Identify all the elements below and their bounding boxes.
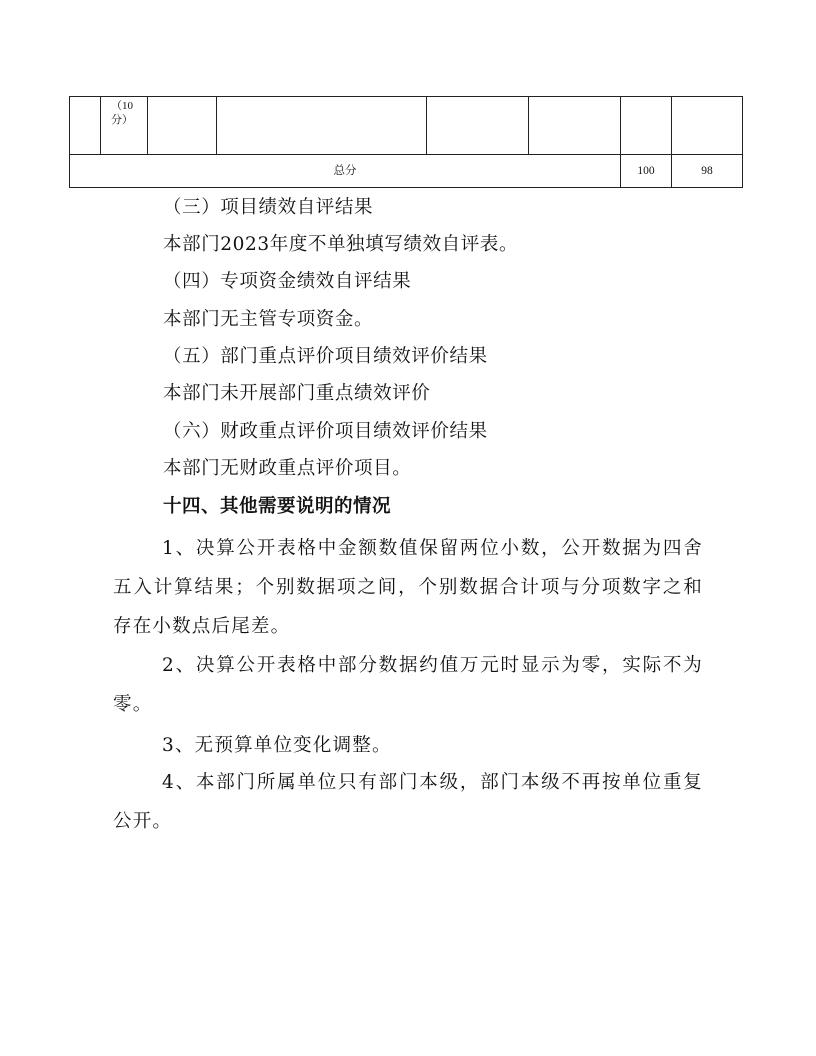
total-row — [70, 155, 743, 188]
table-cell — [427, 97, 529, 155]
note-item-2: 2、决算公开表格中部分数据约值万元时显示为零，实际不为零。 — [113, 655, 703, 715]
section-6-text: 本部门无财政重点评价项目。 — [163, 458, 412, 479]
section-14-heading: 十四、其他需要说明的情况 — [163, 496, 392, 517]
section-4-title: （四）专项资金绩效自评结果 — [163, 271, 412, 292]
section-6-title: （六）财政重点评价项目绩效评价结果 — [163, 421, 488, 442]
table-row — [70, 97, 743, 155]
note-item-3: 3、无预算单位变化调整。 — [162, 735, 392, 756]
section-3-title: （三）项目绩效自评结果 — [163, 197, 374, 218]
total-max-score: 100 — [621, 155, 672, 188]
note-item-4: 4、本部门所属单位只有部门本级，部门本级不再按单位重复公开。 — [113, 772, 703, 832]
table-cell — [529, 97, 621, 155]
section-5-text: 本部门未开展部门重点绩效评价 — [163, 383, 431, 404]
section-3-text: 本部门2023年度不单独填写绩效自评表。 — [163, 234, 519, 255]
table-cell — [148, 97, 217, 155]
score-table — [69, 96, 743, 188]
table-cell — [621, 97, 672, 155]
weight-cell: （10 分） — [101, 97, 148, 155]
note-item-1: 1、决算公开表格中金额数值保留两位小数，公开数据为四舍五入计算结果；个别数据项之间，个别数据合计项与分项数字之和存在小数点后尾差。 — [113, 538, 703, 637]
section-5-title: （五）部门重点评价项目绩效评价结果 — [163, 346, 488, 367]
table-cell — [672, 97, 743, 155]
section-4-text: 本部门无主管专项资金。 — [163, 309, 374, 330]
table-cell — [70, 97, 101, 155]
total-label: 总分 — [70, 155, 621, 188]
total-score: 98 — [672, 155, 743, 188]
table-cell — [217, 97, 427, 155]
